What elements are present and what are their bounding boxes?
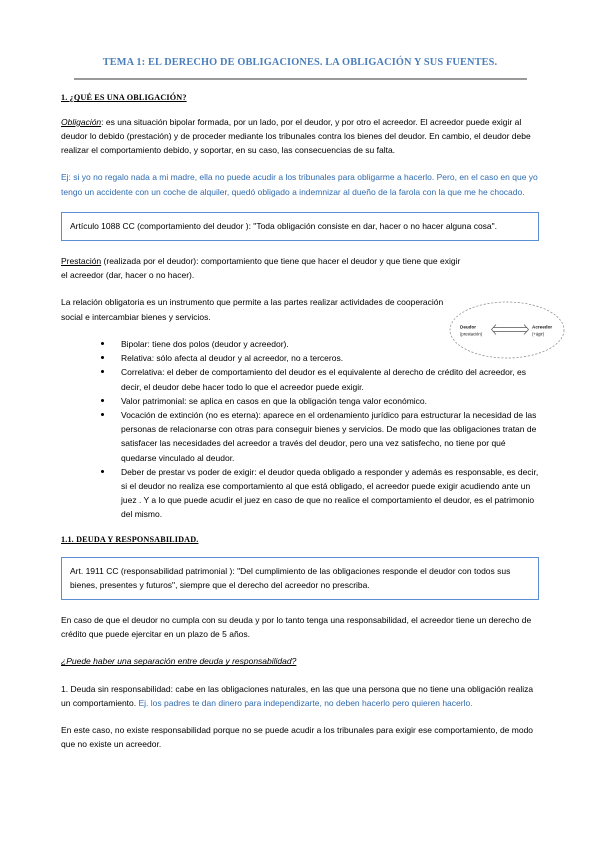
quote-box-article-1911 bbox=[61, 557, 539, 600]
term-obligacion: Obligación bbox=[61, 116, 102, 127]
definition-text: : es una situación bipolar formada, por un lado, por el deudor, y por otro el acreedor. El acreedor puede exigir al deudor lo debido (prestación) y de proceder mediante los tribunales contra los bienes del deudor. En cambio, el deudor debe realizar el comportamiento debido, y soportar, en su caso, las consecuencias de su falta. bbox=[61, 116, 531, 156]
paragraph-example-1: Ej: si yo no regalo nada a mi madre, ella no puede acudir a los tribunales para obligarme a hacerlo. Pero, en el caso en que yo tengo un accidente con un coche de alquiler, quedó obligado a indemnizar al dueño de la farola con la que me he chocado. bbox=[61, 172, 538, 197]
question-separacion: ¿Puede haber una separación entre deuda y responsabilidad? bbox=[61, 656, 297, 667]
article-1911-text: Art. 1911 CC (responsabilidad patrimonial ): "Del cumplimiento de las obligaciones responde el deudor con todos sus bienes, presentes y futuros", siempre que el derecho del acreedor no prescriba. bbox=[70, 565, 511, 590]
paragraph-deuda-sin-responsabilidad bbox=[61, 682, 539, 710]
paragraph-conclusion: En este caso, no existe responsabilidad porque no se puede acudir a los tribunales para exigir ese comportamiento, de modo que no existe un acreedor. bbox=[61, 724, 534, 750]
diagram-label-prestacion: (prestación) bbox=[460, 331, 483, 337]
obligation-relationship-diagram bbox=[447, 299, 567, 361]
list-item: Vocación de extinción (no es eterna): aparece en el ordenamiento jurídico para estructurar la necesidad de las personas de relacionarse con otras para conseguir bienes y servicios. De modo que las obligaciones tratan de satisfacer las necesidades del acreedor a través del deudor, pero una vez satisfecho, no tiene por qué quedarse vinculado al deudor. bbox=[101, 408, 539, 465]
document-body bbox=[40, 93, 560, 752]
diagram-label-acreedor: Acreedor bbox=[532, 324, 553, 330]
article-1088-text: Artículo 1088 CC (comportamiento del deudor ): "Toda obligación consiste en dar, hacer o no hacer alguna cosa". bbox=[70, 220, 498, 231]
diagram-label-agir: (+ágir) bbox=[532, 331, 545, 337]
paragraph-incumplimiento: En caso de que el deudor no cumpla con su deuda y por lo tanto tenga una responsabilidad, el acreedor tiene un derecho de crédito que puede ejercitar en un plazo de 5 años. bbox=[61, 614, 532, 640]
prestacion-text: (realizada por el deudor): comportamiento que tiene que hacer el deudor y que tiene que exigir el acreedor (dar, hacer o no hacer). bbox=[61, 256, 461, 281]
paragraph-definition bbox=[61, 115, 539, 158]
paragraph-relacion-obligatoria: La relación obligatoria es un instrumento que permite a las partes realizar actividades de cooperación social e intercambiar bienes y servicios. bbox=[61, 297, 444, 322]
paragraph-prestacion bbox=[61, 254, 461, 282]
list-item: Valor patrimonial: se aplica en casos en que la obligación tenga valor económico. bbox=[101, 394, 539, 408]
title-divider bbox=[74, 78, 527, 80]
page-title: TEMA 1: EL DERECHO DE OBLIGACIONES. LA OBLIGACIÓN Y SUS FUENTES. bbox=[102, 57, 498, 68]
list-item: Correlativa: el deber de comportamiento del deudor es el equivalente al derecho de crédito del acreedor, es decir, el deudor debe hacer todo lo que el acreedor puede exigir. bbox=[101, 365, 539, 393]
item-1-example: Ej. los padres te dan dinero para independizarte, no deben hacerlo pero quieren hacerlo. bbox=[138, 697, 473, 708]
term-prestacion: Prestación bbox=[61, 256, 102, 267]
quote-box-article-1088 bbox=[61, 212, 539, 241]
list-item: Bipolar: tiene dos polos (deudor y acreedor). bbox=[101, 337, 539, 351]
characteristics-list bbox=[61, 337, 539, 522]
list-item: Deber de prestar vs poder de exigir: el deudor queda obligado a responder y además es responsable, es decir, si el deudor no realiza ese comportamiento al que está obligado, el acreedor puede exigir acudiendo ante un juez . Y a lo que puede acudir el juez en caso de que no realice el comportamiento el deudor, es el patrimonio del mismo. bbox=[101, 465, 539, 522]
list-item: Relativa: sólo afecta al deudor y al acreedor, no a terceros. bbox=[101, 351, 539, 365]
diagram-label-deudor: Deudor bbox=[460, 324, 477, 330]
section-heading-1-1: 1.1. DEUDA Y RESPONSABILIDAD. bbox=[61, 534, 199, 544]
item-1-text: 1. Deuda sin responsabilidad: cabe en las obligaciones naturales, en las que una persona que no tiene una obligación realiza un comportamiento. bbox=[61, 683, 534, 708]
section-heading-1: 1. ¿QUÉ ES UNA OBLIGACIÓN? bbox=[61, 92, 187, 102]
